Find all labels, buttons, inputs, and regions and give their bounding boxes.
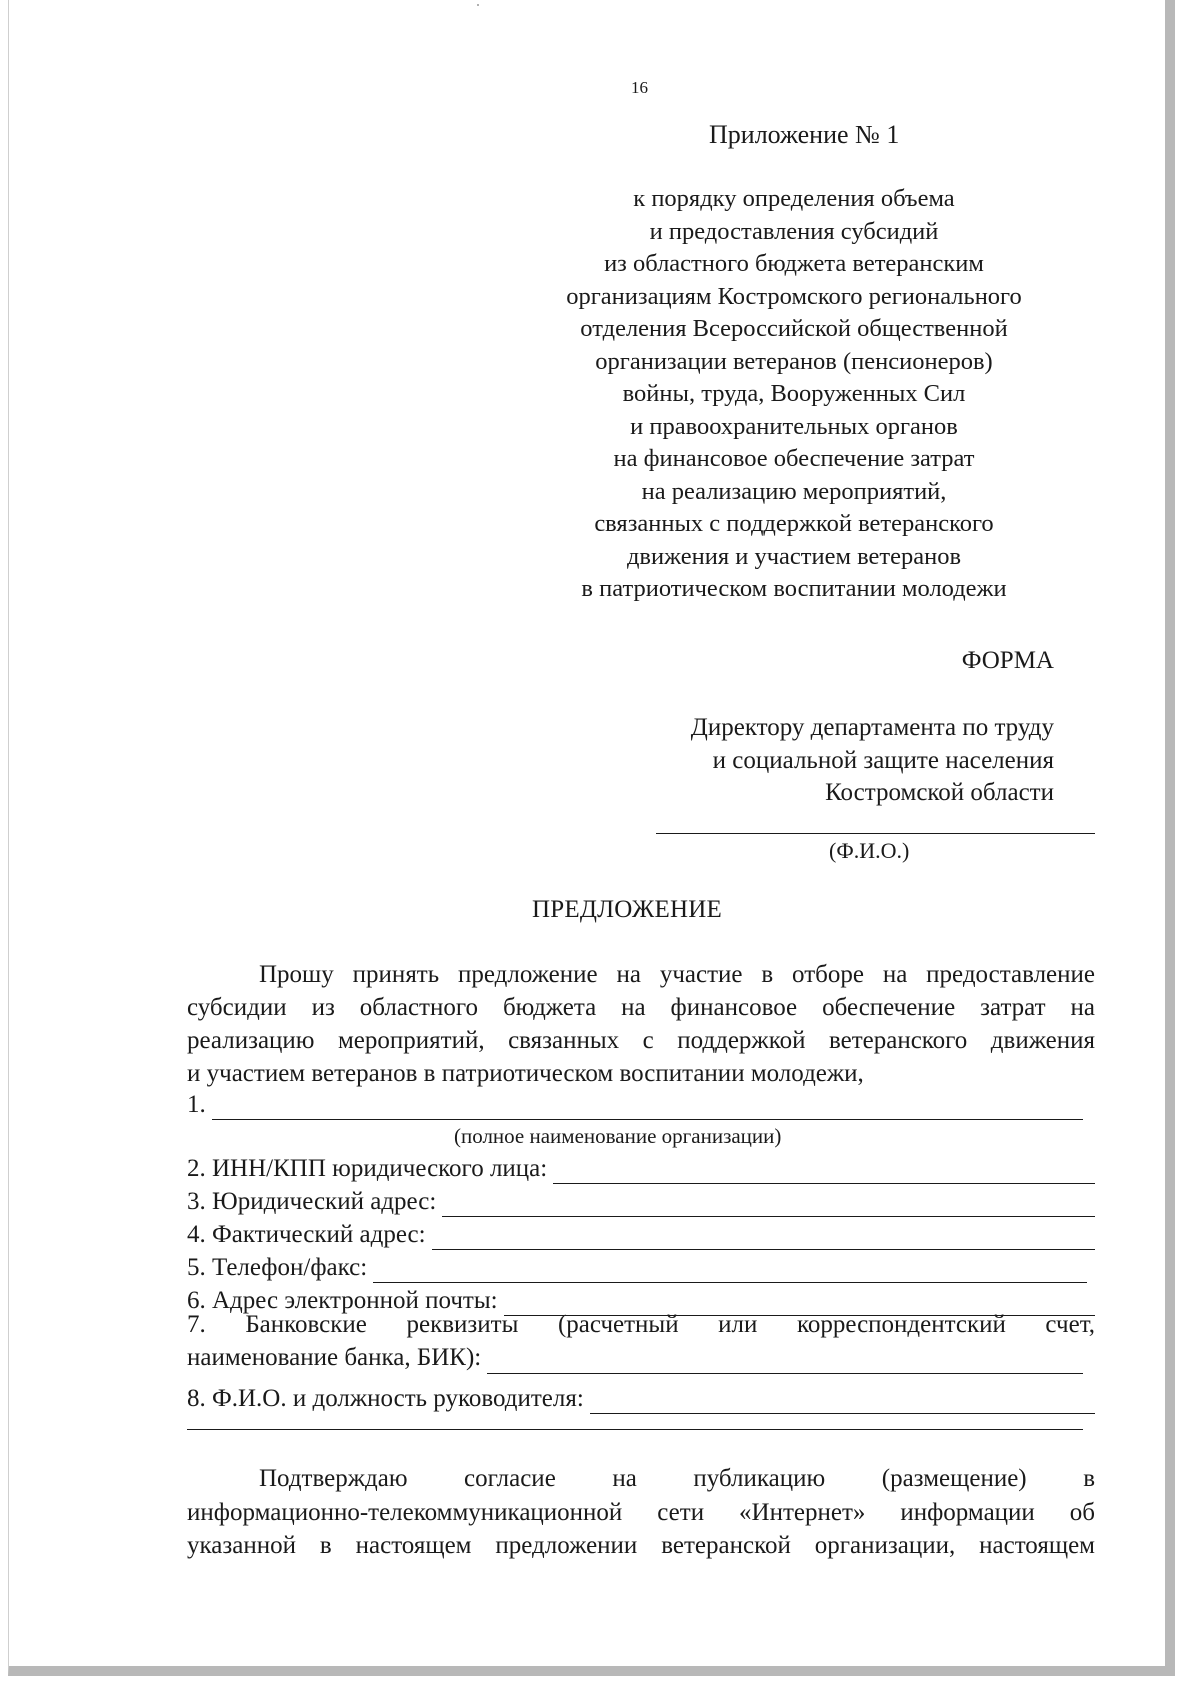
- request-line: и участием ветеранов в патриотическом воспитании молодежи,: [187, 1060, 864, 1087]
- field-actual-address: [187, 1220, 1095, 1250]
- phone-fax-blank[interactable]: [373, 1260, 1087, 1283]
- bank-details-line: 7. Банковские реквизиты (расчетный или корреспондентский счет,: [187, 1311, 1095, 1338]
- request-line: Прошу принять предложение на участие в отборе на предоставление: [259, 961, 1095, 988]
- appendix-line: войны, труда, Вооруженных Сил: [622, 380, 966, 407]
- appendix-line: и предоставления субсидий: [649, 217, 939, 245]
- bank-details-label: наименование банка, БИК):: [187, 1344, 482, 1371]
- addressee-block: [574, 712, 1054, 810]
- org-name-caption: (полное наименование организации): [454, 1124, 782, 1148]
- document-title: ПРЕДЛОЖЕНИЕ: [532, 896, 722, 923]
- field-head-name: [187, 1384, 1095, 1414]
- field-bank-details: [187, 1308, 1095, 1374]
- field-label: 6. Адрес электронной почты:: [187, 1287, 498, 1314]
- request-line: субсидии из областного бюджета на финансовое обеспечение затрат на: [187, 994, 1095, 1021]
- addressee-line: Костромской области: [825, 779, 1054, 806]
- appendix-line: к порядку определения объема: [633, 185, 955, 212]
- field-label: 2. ИНН/КПП юридического лица:: [187, 1155, 548, 1182]
- appendix-description: [509, 183, 1079, 606]
- field-label: 5. Телефон/факс:: [187, 1254, 368, 1281]
- appendix-line: из областного бюджета ветеранским: [604, 250, 984, 277]
- field-org-name: [187, 1090, 1083, 1120]
- addressee-line: и социальной защите населения: [712, 746, 1054, 774]
- field-label: 3. Юридический адрес:: [187, 1188, 437, 1215]
- field-legal-address: [187, 1187, 1095, 1217]
- fio-blank-line[interactable]: [656, 833, 1095, 834]
- page-number: 16: [631, 78, 648, 97]
- field-label: 1.: [187, 1091, 206, 1118]
- request-paragraph: [187, 958, 1095, 1090]
- confirmation-line: Подтверждаю согласие на публикацию (размещение) в: [259, 1465, 1095, 1492]
- confirmation-line: информационно-телекоммуникационной сети «Интернет» информации об: [187, 1498, 1095, 1526]
- appendix-line: организации ветеранов (пенсионеров): [595, 347, 993, 375]
- confirmation-line: указанной в настоящем предложении ветеранской организации, настоящем: [187, 1532, 1095, 1559]
- appendix-line: на реализацию мероприятий,: [641, 477, 947, 505]
- appendix-line: организациям Костромского регионального: [566, 282, 1022, 310]
- request-line: реализацию мероприятий, связанных с поддержкой ветеранского движения: [187, 1027, 1095, 1054]
- appendix-line: движения и участием ветеранов: [626, 542, 962, 570]
- legal-address-blank[interactable]: [442, 1194, 1095, 1217]
- field-inn-kpp: [187, 1154, 1095, 1184]
- appendix-line: связанных с поддержкой ветеранского: [594, 510, 994, 537]
- appendix-title: Приложение № 1: [709, 120, 900, 149]
- appendix-line: на финансовое обеспечение затрат: [613, 445, 975, 472]
- continuation-blank-line[interactable]: [187, 1429, 1083, 1430]
- bank-details-blank[interactable]: [487, 1351, 1083, 1374]
- fio-caption: (Ф.И.О.): [829, 838, 910, 863]
- document-page: [8, 0, 1175, 1676]
- org-name-blank[interactable]: [212, 1097, 1083, 1120]
- inn-kpp-blank[interactable]: [553, 1161, 1095, 1184]
- confirmation-paragraph: [187, 1462, 1095, 1563]
- form-label: ФОРМА: [961, 647, 1054, 674]
- actual-address-blank[interactable]: [432, 1227, 1095, 1250]
- scan-speck: [477, 4, 479, 6]
- head-name-blank[interactable]: [590, 1391, 1095, 1414]
- field-phone-fax: [187, 1253, 1087, 1283]
- field-label: 8. Ф.И.О. и должность руководителя:: [187, 1385, 584, 1412]
- addressee-line: Директору департамента по труду: [690, 714, 1054, 741]
- appendix-line: отделения Всероссийской общественной: [580, 315, 1008, 342]
- appendix-line: и правоохранительных органов: [630, 412, 958, 440]
- field-label: 4. Фактический адрес:: [187, 1221, 426, 1248]
- appendix-line: в патриотическом воспитании молодежи: [581, 575, 1007, 602]
